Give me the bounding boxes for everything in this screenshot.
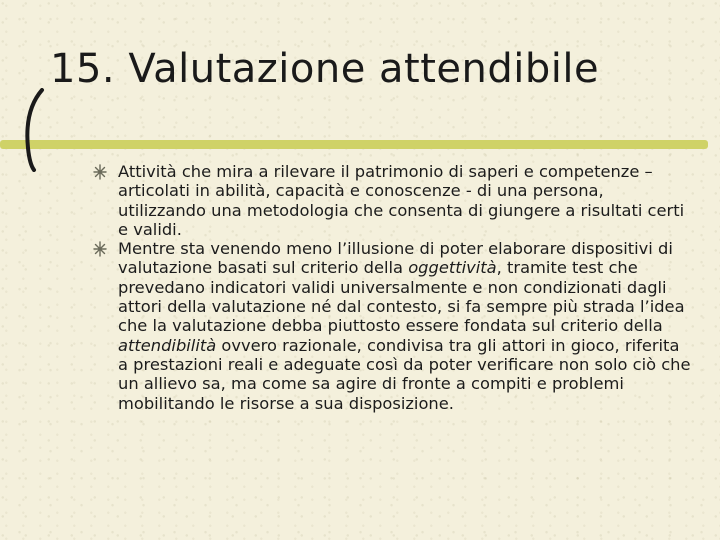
emphasis-oggettivita: oggettività	[408, 258, 497, 278]
sparkle-bullet-icon	[92, 241, 108, 257]
bullet-text-part-1: Mentre sta venendo meno l’illusione di poter elaborare dispositivi di valutazione basati sul criterio della	[118, 239, 673, 278]
emphasis-attendibilita: attendibilità	[118, 335, 217, 355]
bracket-decoration-icon	[22, 88, 46, 172]
title-underline-bar	[0, 140, 708, 149]
slide-title: 15. Valutazione attendibile	[50, 46, 600, 92]
sparkle-bullet-icon	[92, 164, 108, 180]
slide-content	[92, 162, 692, 413]
bullet-text-part-3: ovvero razionale, condivisa tra gli attori in gioco, riferita a prestazioni reali e adeguate così da poter verificare non solo ciò che un allievo sa, ma come sa agire di fronte a compiti e problemi mobilitando le risorse a sua disposizione.	[118, 335, 691, 413]
bullet-item-definition	[92, 162, 692, 239]
bullet-text: Attività che mira a rilevare il patrimonio di saperi e competenze – articolati in abilità, capacità e conoscenze - di una persona, utilizzando una metodologia che consenta di giungere a risultati certi e validi.	[118, 162, 685, 239]
bullet-text-part-2: , tramite test che prevedano indicatori validi universalmente e non condizionati dagli attori della valutazione né dal contesto, si fa sempre più strada l’idea che la valutazione debba piuttosto essere fondata sul criterio della	[118, 258, 685, 336]
bullet-item-reliability	[92, 239, 692, 413]
